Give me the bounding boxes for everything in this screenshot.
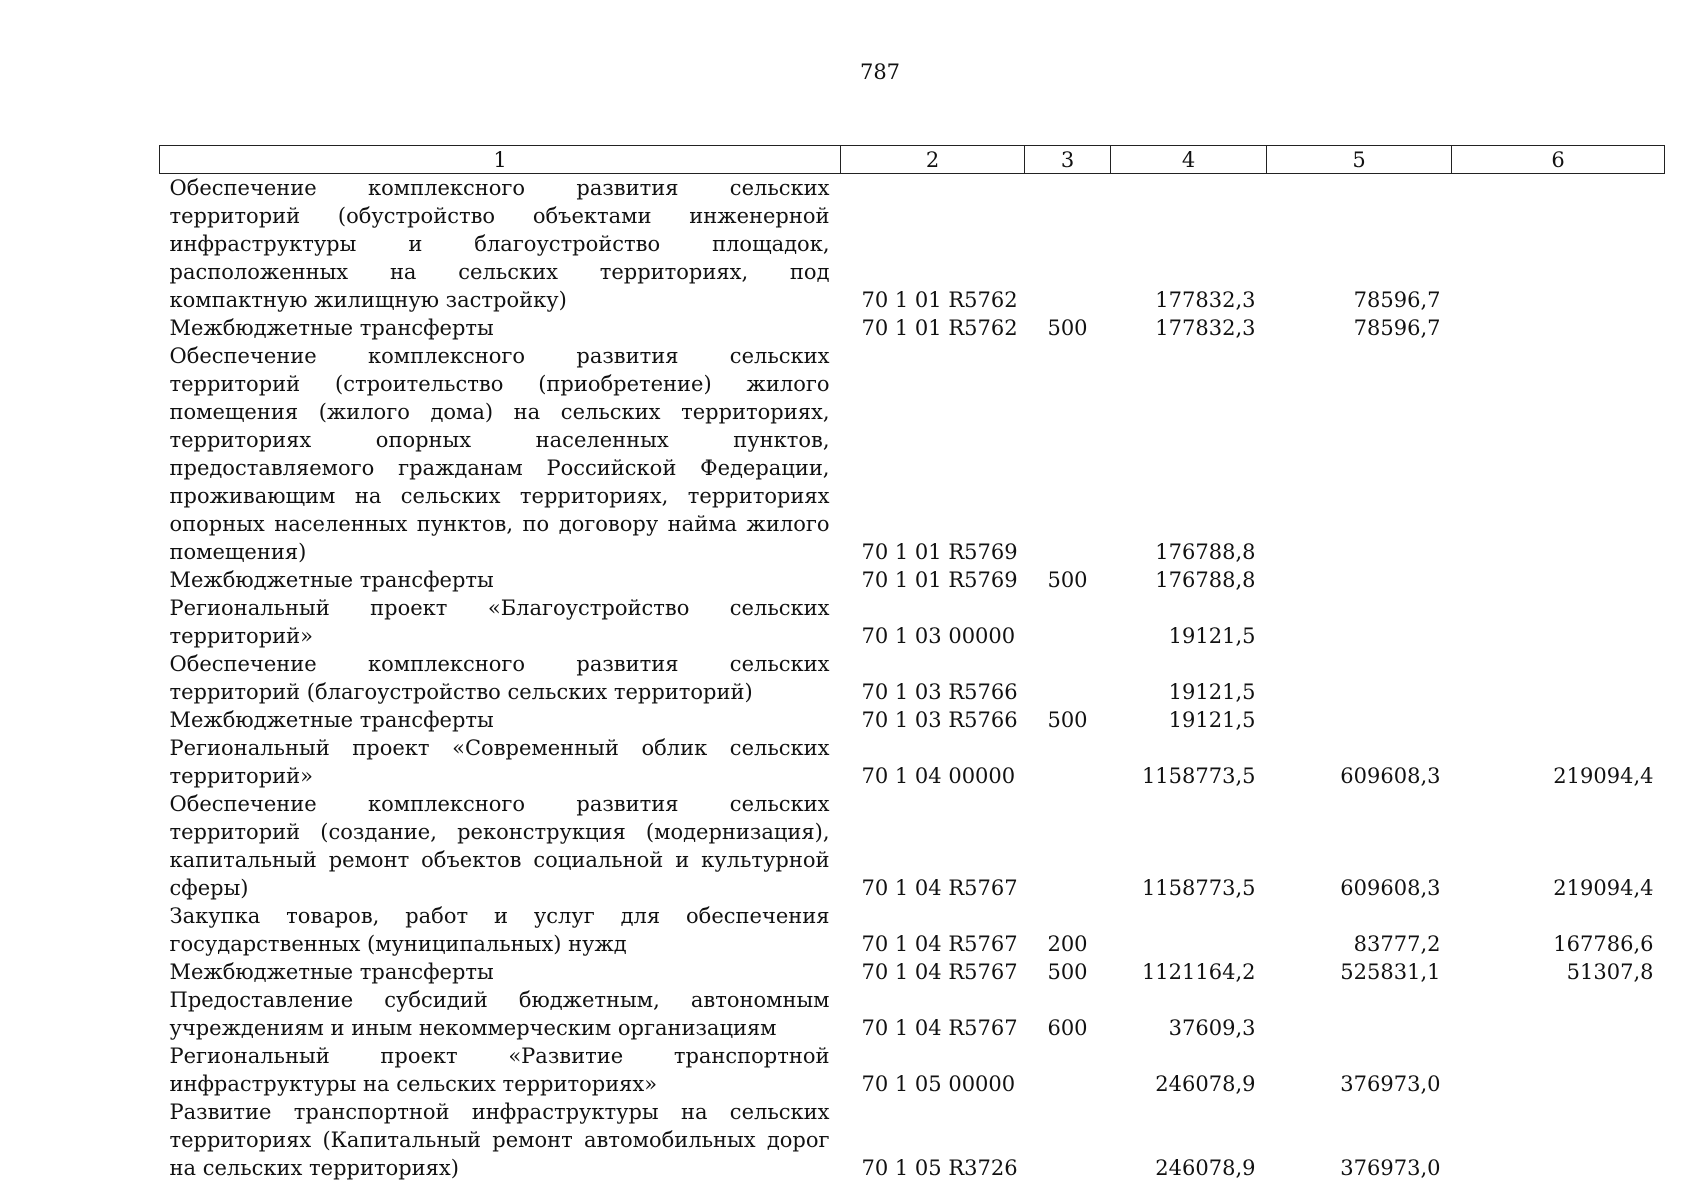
- row-value-cell: 83777,2: [1353, 932, 1441, 956]
- table-row: [160, 1042, 1665, 1098]
- table-row: [160, 1098, 1665, 1182]
- row-value-cell: 219094,4: [1553, 764, 1654, 788]
- row-type-cell: 500: [1047, 568, 1088, 592]
- row-value-cell: 376973,0: [1340, 1072, 1441, 1096]
- row-name-cell: Межбюджетные трансферты: [169, 708, 494, 732]
- column-header: 6: [1452, 146, 1665, 174]
- row-value-cell: [1452, 706, 1665, 734]
- column-header: 4: [1111, 146, 1267, 174]
- row-code-cell: 70 1 05 R3726: [861, 1156, 1018, 1180]
- table-body: [160, 174, 1665, 1183]
- row-value-cell: [1111, 902, 1267, 958]
- row-value-cell: [1452, 986, 1665, 1042]
- row-name-cell: Закупка товаров, работ и услуг для обеспечения государственных (муниципальных) нужд: [169, 904, 830, 956]
- row-value-cell: [1267, 706, 1452, 734]
- row-code-cell: 70 1 04 R5767: [861, 1016, 1018, 1040]
- row-type-cell: 500: [1047, 960, 1088, 984]
- row-name-cell: Развитие транспортной инфраструктуры на сельских территориях (Капитальный ремонт автомобильных дорог на сельских территориях): [169, 1100, 830, 1180]
- row-value-cell: 246078,9: [1155, 1156, 1256, 1180]
- row-value-cell: 246078,9: [1155, 1072, 1256, 1096]
- budget-table: [159, 145, 1665, 1182]
- row-value-cell: 19121,5: [1168, 708, 1256, 732]
- row-value-cell: [1267, 566, 1452, 594]
- row-value-cell: 609608,3: [1340, 764, 1441, 788]
- row-type-cell: 500: [1047, 708, 1088, 732]
- row-code-cell: 70 1 03 R5766: [861, 708, 1018, 732]
- row-code-cell: 70 1 01 R5762: [861, 288, 1018, 312]
- row-code-cell: 70 1 03 00000: [861, 624, 1016, 648]
- table-row: [160, 594, 1665, 650]
- row-type-cell: [1025, 790, 1111, 902]
- row-name-cell: Межбюджетные трансферты: [169, 316, 494, 340]
- row-code-cell: 70 1 04 R5767: [861, 932, 1018, 956]
- table-row: [160, 342, 1665, 566]
- row-value-cell: 525831,1: [1340, 960, 1441, 984]
- row-value-cell: 51307,8: [1566, 960, 1654, 984]
- row-code-cell: 70 1 04 R5767: [861, 876, 1018, 900]
- row-value-cell: [1452, 1042, 1665, 1098]
- row-name-cell: Обеспечение комплексного развития сельских территорий (создание, реконструкция (модернизация), капитальный ремонт объектов социальной и культурной сферы): [169, 792, 830, 900]
- row-type-cell: [1025, 1042, 1111, 1098]
- row-type-cell: [1025, 342, 1111, 566]
- row-name-cell: Предоставление субсидий бюджетным, автономным учреждениям и иным некоммерческим организациям: [169, 988, 830, 1040]
- row-value-cell: [1452, 314, 1665, 342]
- row-name-cell: Межбюджетные трансферты: [169, 568, 494, 592]
- table-row: [160, 174, 1665, 315]
- table-row: [160, 902, 1665, 958]
- row-value-cell: [1452, 650, 1665, 706]
- table-row: [160, 566, 1665, 594]
- row-type-cell: [1025, 650, 1111, 706]
- table-row: [160, 790, 1665, 902]
- row-name-cell: Региональный проект «Развитие транспортной инфраструктуры на сельских территориях»: [169, 1044, 830, 1096]
- row-value-cell: [1267, 342, 1452, 566]
- row-type-cell: [1025, 1098, 1111, 1182]
- row-value-cell: [1267, 594, 1452, 650]
- row-value-cell: 1158773,5: [1141, 876, 1256, 900]
- table-row: [160, 958, 1665, 986]
- row-value-cell: 219094,4: [1553, 876, 1654, 900]
- row-value-cell: [1452, 1098, 1665, 1182]
- table-row: [160, 314, 1665, 342]
- row-type-cell: 600: [1047, 1016, 1088, 1040]
- row-value-cell: [1452, 342, 1665, 566]
- row-code-cell: 70 1 03 R5766: [861, 680, 1018, 704]
- row-value-cell: 177832,3: [1155, 316, 1256, 340]
- row-type-cell: [1025, 594, 1111, 650]
- row-code-cell: 70 1 01 R5762: [861, 316, 1018, 340]
- row-value-cell: 609608,3: [1340, 876, 1441, 900]
- row-type-cell: [1025, 174, 1111, 315]
- row-type-cell: [1025, 734, 1111, 790]
- row-type-cell: 500: [1047, 316, 1088, 340]
- row-type-cell: 200: [1047, 932, 1088, 956]
- row-value-cell: 78596,7: [1353, 288, 1441, 312]
- row-code-cell: 70 1 01 R5769: [861, 540, 1018, 564]
- row-value-cell: [1452, 594, 1665, 650]
- page-number: 787: [859, 60, 901, 84]
- table-row: [160, 734, 1665, 790]
- row-name-cell: Обеспечение комплексного развития сельских территорий (строительство (приобретение) жилого помещения (жилого дома) на сельских территориях, территориях опорных населенных пунктов, предоставляемого гражданам Российской Федерации, проживающим на сельских территориях, территориях опорных населенных пунктов, по договору найма жилого помещения): [169, 344, 830, 564]
- row-value-cell: 176788,8: [1155, 568, 1256, 592]
- row-name-cell: Обеспечение комплексного развития сельских территорий (благоустройство сельских территорий): [169, 652, 830, 704]
- row-value-cell: [1267, 650, 1452, 706]
- row-value-cell: 167786,6: [1553, 932, 1654, 956]
- column-header: 2: [841, 146, 1025, 174]
- row-name-cell: Региональный проект «Современный облик сельских территорий»: [169, 736, 830, 788]
- column-header: 5: [1267, 146, 1452, 174]
- column-header: 3: [1025, 146, 1111, 174]
- row-code-cell: 70 1 01 R5769: [861, 568, 1018, 592]
- table-row: [160, 986, 1665, 1042]
- row-value-cell: 177832,3: [1155, 288, 1256, 312]
- row-code-cell: 70 1 05 00000: [861, 1072, 1016, 1096]
- row-value-cell: [1452, 566, 1665, 594]
- row-value-cell: 78596,7: [1353, 316, 1441, 340]
- column-header: 1: [160, 146, 841, 174]
- row-value-cell: 176788,8: [1155, 540, 1256, 564]
- row-name-cell: Межбюджетные трансферты: [169, 960, 494, 984]
- header-row: [160, 146, 1665, 174]
- row-code-cell: 70 1 04 00000: [861, 764, 1016, 788]
- table-row: [160, 706, 1665, 734]
- row-code-cell: 70 1 04 R5767: [861, 960, 1018, 984]
- row-value-cell: [1452, 174, 1665, 315]
- row-value-cell: 1121164,2: [1141, 960, 1256, 984]
- row-value-cell: 376973,0: [1340, 1156, 1441, 1180]
- row-value-cell: 37609,3: [1168, 1016, 1256, 1040]
- row-value-cell: [1267, 986, 1452, 1042]
- row-value-cell: 19121,5: [1168, 624, 1256, 648]
- table-row: [160, 650, 1665, 706]
- table-header: [160, 146, 1665, 174]
- row-value-cell: 1158773,5: [1141, 764, 1256, 788]
- row-name-cell: Региональный проект «Благоустройство сельских территорий»: [169, 596, 830, 648]
- row-name-cell: Обеспечение комплексного развития сельских территорий (обустройство объектами инженерной инфраструктуры и благоустройство площадок, расположенных на сельских территориях, под компактную жилищную застройку): [169, 176, 830, 312]
- row-value-cell: 19121,5: [1168, 680, 1256, 704]
